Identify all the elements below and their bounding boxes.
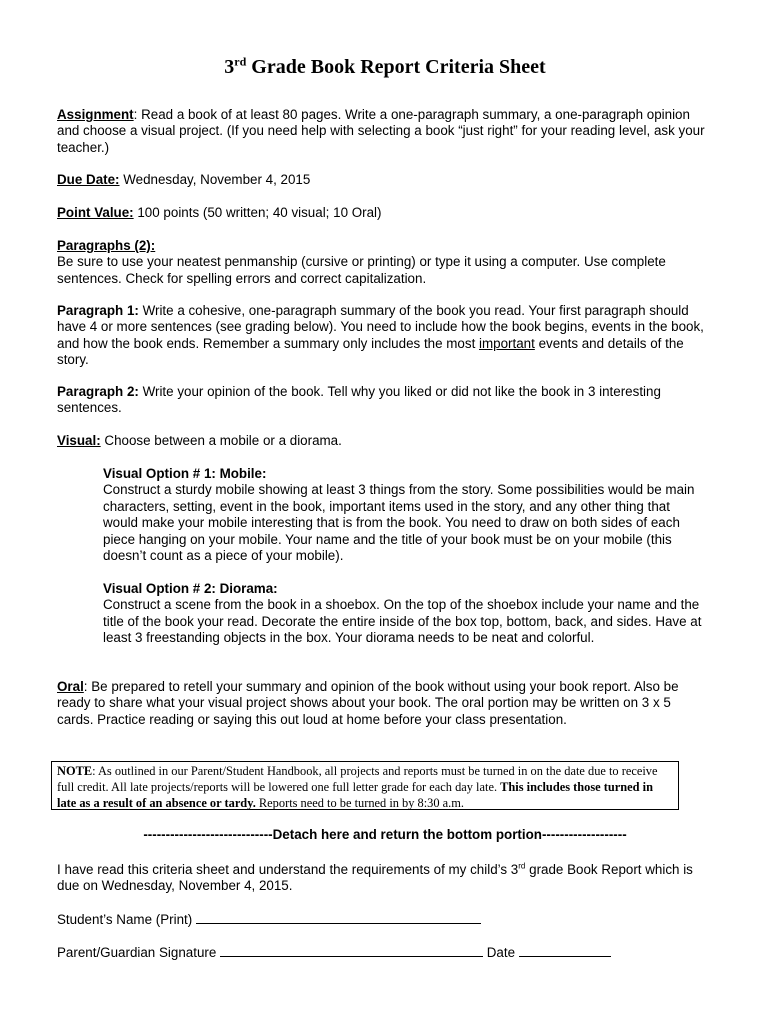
due-date-text: Wednesday, November 4, 2015 [119, 172, 311, 187]
oral-label: Oral [57, 679, 84, 694]
page-title [0, 56, 770, 79]
visual-option1-text: Construct a sturdy mobile showing at least 3 things from the story. Some possibilities would be main characters, setting, event in the book, important items used in the story, and any other thing that would make your mobile interesting that is from the book. You need to draw on both sides of each piece hanging on your mobile. Your name and the title of your book must be on your mobile (this doesn’t count as a piece of your mobile). [103, 482, 695, 564]
detach-line: -----------------------------Detach here and return the bottom portion------------------- [143, 827, 627, 842]
point-value-text: 100 points (50 written; 40 visual; 10 Oral) [133, 205, 382, 220]
oral-section [57, 679, 707, 728]
due-date-label: Due Date: [57, 172, 120, 187]
paragraph1-section [57, 303, 707, 369]
note-box [51, 761, 679, 810]
note-text: : As outlined in our Parent/Student Handbook, all projects and reports must be turned in on the date due to receive full credit. All late projects/reports will be lowered one full letter grade for each day late. [57, 764, 658, 794]
date-label: Date [483, 945, 519, 960]
title-ordinal-suffix: rd [234, 54, 247, 69]
paragraph2-label: Paragraph 2: [57, 384, 139, 399]
paragraphs-section [57, 238, 707, 287]
student-name-field[interactable] [196, 911, 481, 924]
paragraph1-label: Paragraph 1: [57, 303, 139, 318]
visual-label: Visual: [57, 433, 101, 448]
assignment-text: : Read a book of at least 80 pages. Write a one-paragraph summary, a one-paragraph opinion and choose a visual project. (If you need help with selecting a book “just right” for your reading level, ask your teacher.) [57, 107, 705, 155]
paragraph1-emphasis: important [479, 335, 535, 351]
parent-signature-row [57, 944, 707, 961]
note-label: NOTE [57, 764, 93, 778]
visual-option1-label: Visual Option # 1: Mobile: [103, 466, 267, 481]
assignment-label: Assignment [57, 107, 134, 122]
paragraphs-label: Paragraphs (2): [57, 238, 156, 253]
parent-signature-field[interactable] [220, 944, 483, 957]
date-field[interactable] [519, 944, 611, 957]
student-name-label: Student’s Name (Print) [57, 912, 196, 927]
point-value-section [57, 205, 707, 221]
visual-text: Choose between a mobile or a diorama. [100, 433, 342, 448]
visual-option2-label: Visual Option # 2: Diorama: [103, 581, 278, 596]
due-date-section [57, 172, 707, 188]
assignment-section [57, 107, 707, 156]
paragraph2-section [57, 384, 707, 417]
paragraph1-text-end: events and details of the story. [57, 335, 684, 368]
paragraph2-text: Write your opinion of the book. Tell why you liked or did not like the book in 3 interesting sentences. [57, 384, 661, 416]
paragraph1-text: Write a cohesive, one-paragraph summary of the book you read. Your first paragraph should have 4 or more sentences (see grading below). You need to include how the book begins, events in the book, and how the book ends. Remember a summary only includes the most [57, 303, 704, 351]
note-deadline: Reports need to be turned in by 8:30 a.m. [255, 796, 465, 810]
visual-option1-section [103, 466, 703, 564]
visual-option2-section [103, 581, 703, 647]
visual-option2-text: Construct a scene from the book in a shoebox. On the top of the shoebox include your name and the title of the book your read. Decorate the entire inside of the box top, bottom, back, and sides. Have at least 3 freestanding objects in the box. Your diorama needs to be neat and colorful. [103, 597, 702, 646]
acknowledgement-text: I have read this criteria sheet and understand the requirements of my child’s 3rd grade Book Report which is due on Wednesday, November 4, 2015. [57, 861, 693, 894]
oral-text: : Be prepared to retell your summary and opinion of the book without using your book report. Also be ready to share what your visual project shows about your book. The oral portion may be written on 3 x 5 cards. Practice reading or saying this out loud at home before your class presentation. [57, 679, 679, 727]
student-name-row [57, 911, 707, 928]
title-text: Grade Book Report Criteria Sheet [246, 56, 546, 78]
parent-signature-label: Parent/Guardian Signature [57, 945, 221, 960]
visual-section [57, 433, 707, 449]
title-number: 3 [224, 56, 235, 78]
point-value-label: Point Value: [57, 205, 134, 220]
note-emphasis: This includes those turned in late as a result of an absence or tardy. [57, 780, 653, 810]
paragraphs-text: Be sure to use your neatest penmanship (cursive or printing) or type it using a computer. Use complete sentences. Check for spelling errors and correct capitalization. [57, 254, 666, 286]
